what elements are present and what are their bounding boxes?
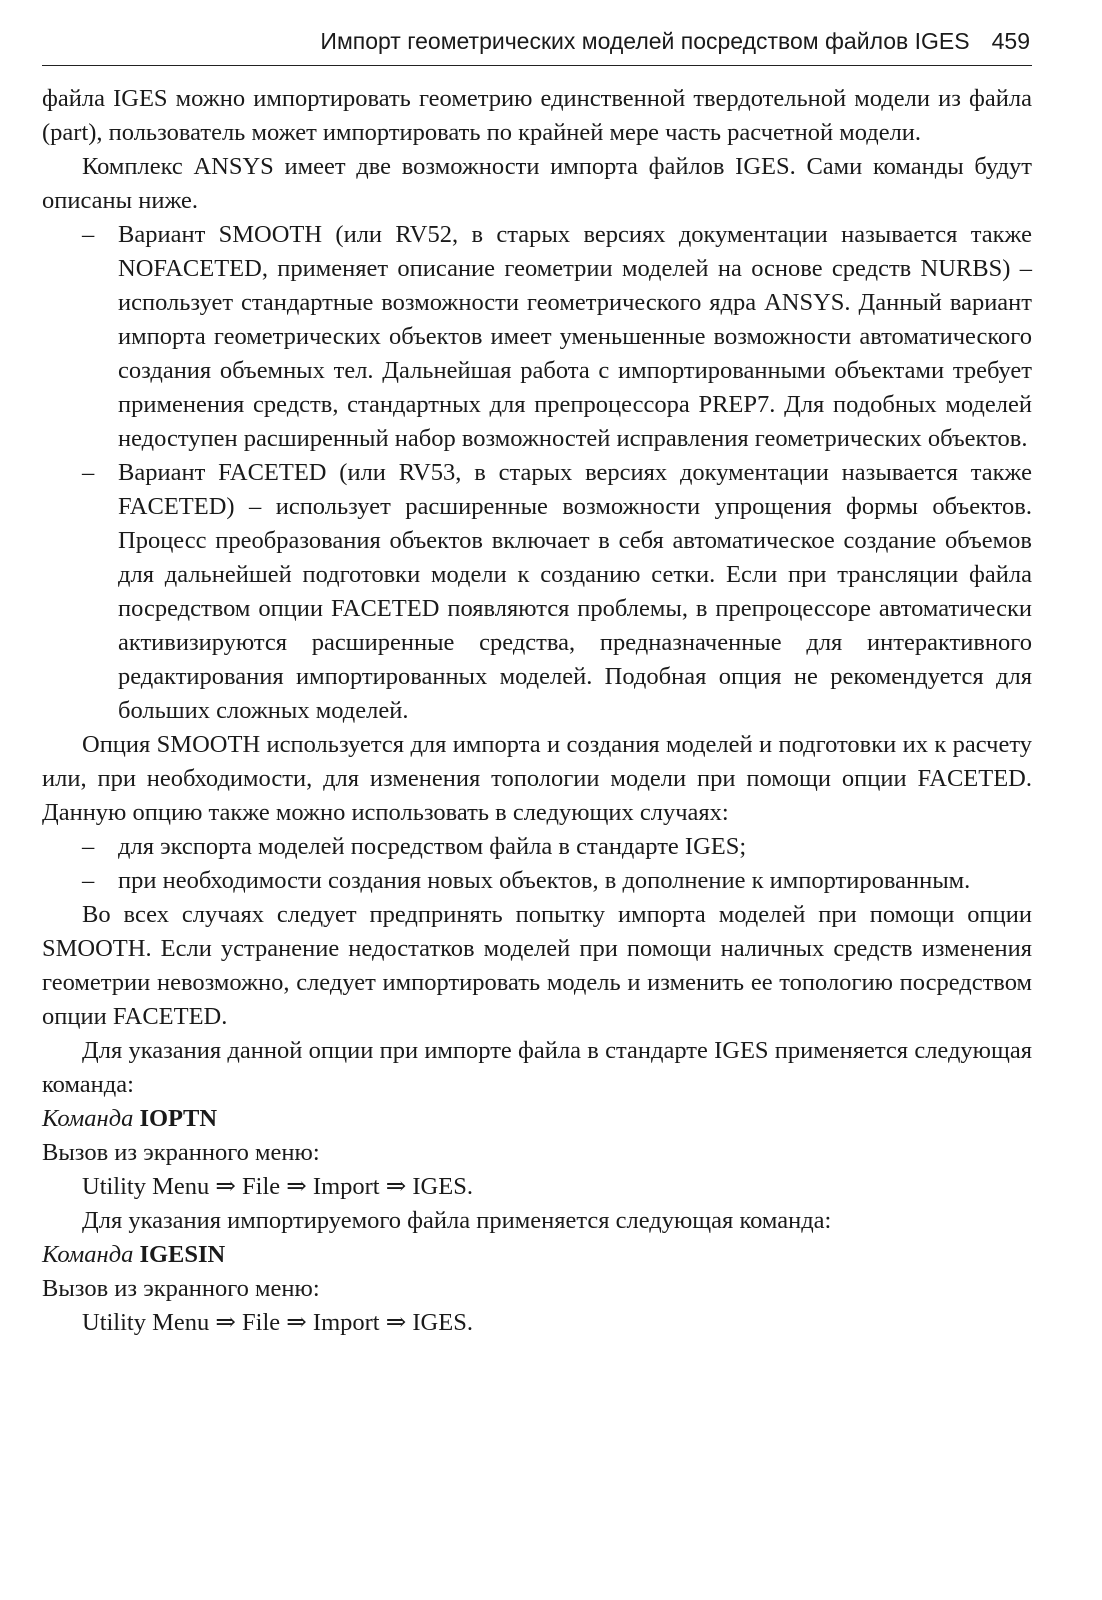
menu-path: Utility Menu ⇒ File ⇒ Import ⇒ IGES. — [82, 1173, 473, 1200]
paragraph-6: Для указания импортируемого файла применяется следующая команда: — [82, 1207, 832, 1234]
command-heading-ioptn — [42, 1102, 1032, 1136]
book-page — [42, 28, 1032, 1340]
command-name: IOPTN — [139, 1105, 218, 1132]
menu-path: Utility Menu ⇒ File ⇒ Import ⇒ IGES. — [82, 1309, 473, 1336]
page-number: 459 — [991, 28, 1030, 54]
paragraph-2: Комплекс ANSYS имеет две возможности импорта файлов IGES. Сами команды будут описаны ниже. — [42, 153, 1032, 214]
list-item-new-objects: – при необходимости создания новых объектов, в дополнение к импортированным. — [42, 864, 1032, 898]
command-prefix: Команда — [42, 1105, 134, 1132]
cases-list — [42, 830, 1032, 898]
paragraph-3: Опция SMOOTH используется для импорта и создания моделей и подготовки их к расчету или, при необходимости, для изменения топологии модели при помощи опции FACETED. Данную опцию также можно использовать в следующих случаях: — [42, 731, 1032, 826]
paragraph-1: файла IGES можно импортировать геометрию единственной твердотельной модели из файла (part), пользователь может импортировать по крайней мере часть расчетной модели. — [42, 85, 1032, 146]
list-item-smooth: – Вариант SMOOTH (или RV52, в старых версиях документации называется также NOFACETED, применяет описание геометрии моделей на основе средств NURBS) – использует стандартные возможности геометрического ядра ANSYS. Данный вариант импорта геометрических объектов имеет уменьшенные возможности автоматического создания объемных тел. Дальнейшая работа с импортированными объектами требует применения средств, стандартных для препроцессора PREP7. Для подобных моделей недоступен расширенный набор возможностей исправления геометрических объектов. — [42, 218, 1032, 456]
list-item-faceted: – Вариант FACETED (или RV53, в старых версиях документации называется также FACETED) – использует расширенные возможности упрощения формы объектов. Процесс преобразования объектов включает в себя автоматическое создание объемов для дальнейшей подготовки модели к созданию сетки. Если при трансляции файла посредством опции FACETED появляются проблемы, в препроцессоре автоматически активизируются расширенные средства, предназначенные для интерактивного редактирования импортированных моделей. Подобная опция не рекомендуется для больших сложных моделей. — [42, 456, 1032, 728]
body-text — [42, 82, 1032, 1340]
menu-label: Вызов из экранного меню: — [42, 1275, 320, 1302]
header-title: Импорт геометрических моделей посредством файлов IGES — [320, 28, 970, 54]
paragraph-5: Для указания данной опции при импорте файла в стандарте IGES применяется следующая команда: — [42, 1037, 1032, 1098]
list-item-export: – для экспорта моделей посредством файла в стандарте IGES; — [42, 830, 1032, 864]
menu-label: Вызов из экранного меню: — [42, 1139, 320, 1166]
command-name: IGESIN — [139, 1241, 226, 1268]
running-header — [42, 28, 1032, 66]
command-heading-igesin — [42, 1238, 1032, 1272]
command-prefix: Команда — [42, 1241, 134, 1268]
options-list — [42, 218, 1032, 728]
paragraph-4: Во всех случаях следует предпринять попытку импорта моделей при помощи опции SMOOTH. Если устранение недостатков моделей при помощи наличных средств изменения геометрии невозможно, следует импортировать модель и изменить ее топологию посредством опции FACETED. — [42, 901, 1032, 1030]
